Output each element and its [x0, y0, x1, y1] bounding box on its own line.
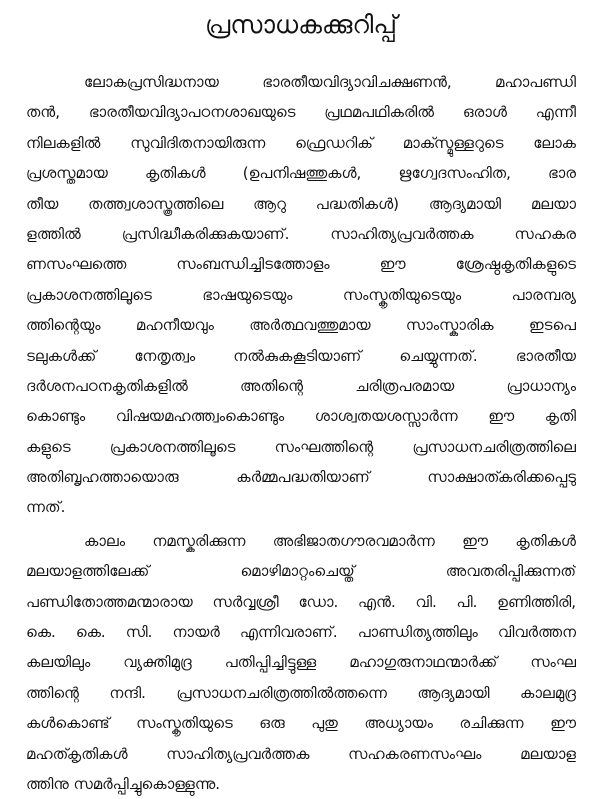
paragraph-1: [26, 67, 576, 523]
text-line: കളുടെ പ്രകാശനത്തിലൂടെ സംഘത്തിന്റെ പ്രസാധനചരിത്രത്തിലെ: [26, 437, 576, 456]
text-line: കൾകൊണ്ട് സംസ്കൃതിയുടെ ഒരു പുതു അധ്യായം രചിക്കുന്ന ഈ: [26, 714, 576, 733]
text-line: ത്തിനു സമർപ്പിച്ചുകൊള്ളുന്നു.: [26, 774, 221, 793]
text-line: ളത്തിൽ പ്രസിദ്ധീകരിക്കുകയാണ്. സാഹിത്യപ്രവർത്തക സഹകര: [26, 224, 576, 243]
text-line: തീയ തത്ത്വശാസ്ത്രത്തിലെ ആറു പദ്ധതികൾ) ആദ്യമായി മലയാ: [26, 194, 576, 213]
text-line: ത്തിന്റെയും മഹനീയവും അർത്ഥവത്തുമായ സാംസ്കാരിക ഇടപെ: [26, 316, 576, 335]
paragraph-2: [26, 526, 576, 799]
document-body: [26, 67, 576, 799]
text-line: മഹത്കൃതികൾ സാഹിത്യപ്രവർത്തക സഹകരണസംഘം മലയാള: [26, 744, 576, 763]
page-title: പ്രസാധകക്കുറിപ്പ്: [205, 10, 397, 39]
text-line: കൊണ്ടും വിഷയമഹത്ത്വംകൊണ്ടും ശാശ്വതയശസ്സാർന്ന ഈ കൃതി: [26, 407, 576, 426]
text-line: മലയാളത്തിലേക്ക് മൊഴിമാറ്റംചെയ്ത് അവതരിപ്പിക്കുന്നത്: [26, 562, 576, 581]
text-line: ലോകപ്രസിദ്ധനായ ഭാരതീയവിദ്യാവിചക്ഷണൻ, മഹാപണ്ഡി: [84, 73, 576, 91]
text-line: ത്തിന്റെ നന്ദി. പ്രസാധനചരിത്രത്തിൽത്തന്നെ ആദ്യമായി കാലമുദ്ര: [26, 683, 576, 702]
text-line: ന്നത്.: [26, 498, 66, 517]
text-line: ണസംഘത്തെ സംബന്ധിച്ചിടത്തോളം ഈ ശ്രേഷ്ഠകൃതികളുടെ: [26, 255, 576, 274]
text-line: ദർശനപഠനകൃതികളിൽ അതിന്റെ ചരിത്രപരമായ പ്രാധാന്യം: [26, 376, 576, 395]
text-line: തൻ, ഭാരതീയവിദ്യാപഠനശാഖയുടെ പ്രഥമപഥികരിൽ ഒരാൾ എന്നീ: [26, 103, 576, 122]
text-line: അതിബൃഹത്തായൊരു കർമ്മപദ്ധതിയാണ് സാക്ഷാത്കരിക്കപ്പെടു: [26, 468, 576, 487]
text-line: പണ്ഡിതോത്തമന്മാരായ സർവ്വശ്രീ ഡോ. എൻ. വി. പി. ഉണിത്തിരി,: [26, 592, 576, 611]
text-line: കെ. കെ. സി. നായർ എന്നിവരാണ്. പാണ്ഡിത്യത്തിലും വിവർത്തന: [26, 623, 576, 642]
text-line: കലയിലും വ്യക്തിമുദ്ര പതിപ്പിച്ചിട്ടുള്ള മഹാഗുരുനാഥന്മാർക്ക് സംഘ: [26, 653, 576, 672]
text-line: ടലുകൾക്ക് നേതൃത്വം നൽകുകകൂടിയാണ് ചെയ്യുന്നത്. ഭാരതീയ: [26, 346, 576, 365]
text-line: നിലകളിൽ സുവിദിതനായിരുന്ന ഫ്രെഡറിക് മാക്സ്മുള്ളറുടെ ലോക: [26, 133, 576, 152]
text-line: പ്രകാശനത്തിലൂടെ ഭാഷയുടെയും സംസ്കൃതിയുടെയും പാരമ്പര്യ: [26, 285, 576, 304]
text-line: പ്രശസ്തമായ കൃതികൾ (ഉപനിഷത്തുകൾ, ഋഗ്വേദസംഹിത, ഭാര: [26, 164, 576, 183]
text-line: കാലം നമസ്കരിക്കുന്ന അഭിജാതഗൗരവമാർന്ന ഈ കൃതികൾ: [84, 531, 576, 550]
